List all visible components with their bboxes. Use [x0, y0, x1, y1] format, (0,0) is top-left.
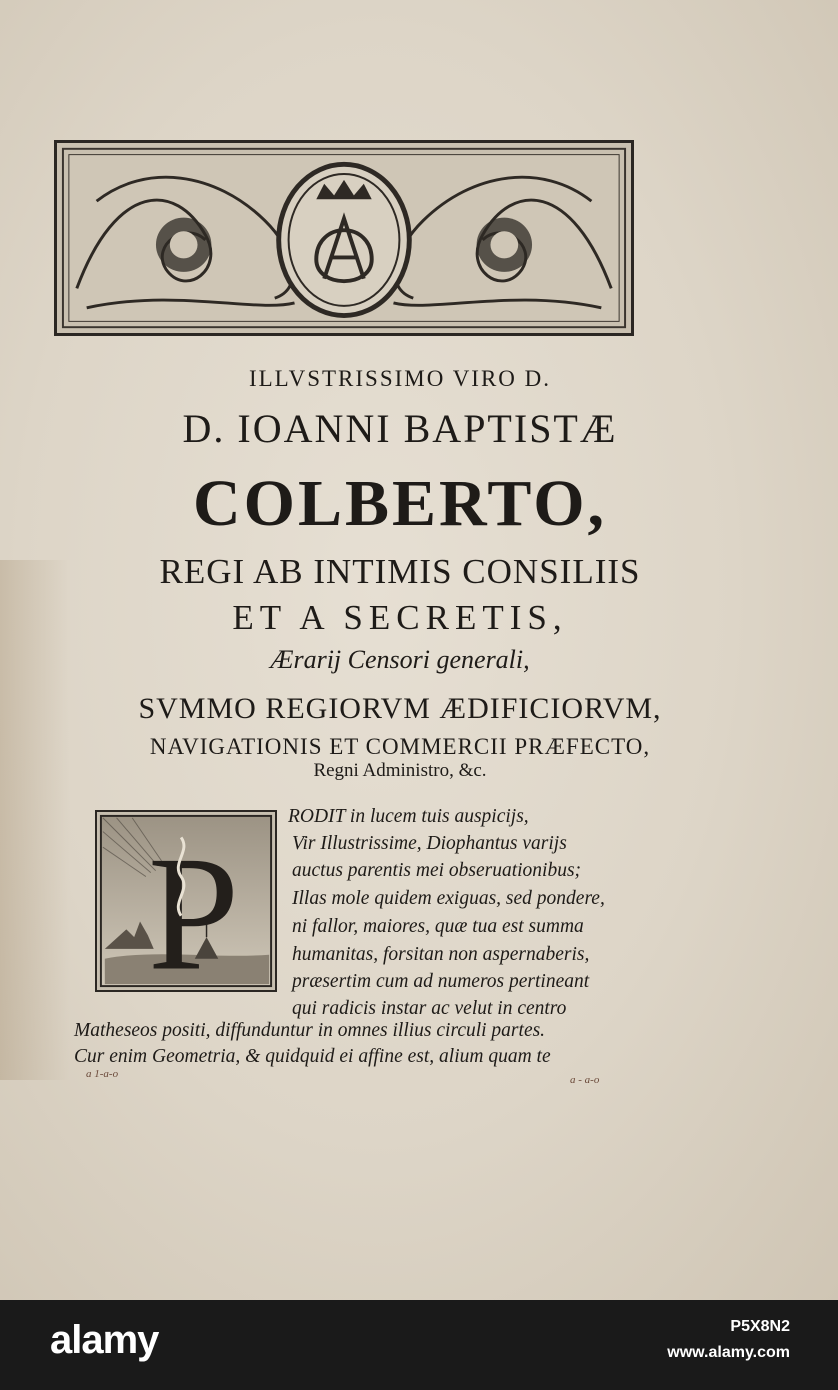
text-line-3: auctus parentis mei obseruationibus;	[292, 860, 582, 881]
dedication-line-6: Ærarij Censori generali,	[270, 645, 530, 674]
text-line-6: humanitas, forsitan non aspernaberis,	[292, 944, 590, 965]
decorated-initial-p-icon	[95, 810, 277, 992]
alamy-logo: alamy	[50, 1318, 159, 1362]
text-line-7: præsertim cum ad numeros pertineant	[292, 971, 590, 992]
text-line-9: Matheseos positi, diffunduntur in omnes illius circuli partes.	[74, 1020, 546, 1041]
text-line-8: qui radicis instar ac velut in centro	[292, 998, 567, 1019]
dedication-line-5: ET A SECRETIS,	[232, 598, 568, 637]
dedication-line-1: ILLVSTRISSIMO VIRO D.	[248, 366, 552, 391]
dedication-name: COLBERTO,	[192, 467, 608, 540]
text-line-5: ni fallor, maiores, quæ tua est summa	[292, 916, 584, 937]
text-line-10: Cur enim Geometria, & quidquid ei affine est, alium quam te	[74, 1046, 551, 1067]
site-url: www.alamy.com	[667, 1344, 790, 1361]
text-line-2: Vir Illustrissime, Diophantus varijs	[292, 833, 567, 854]
signature-mark-right: a - a-o	[570, 1074, 600, 1086]
initial-letter: P	[147, 822, 240, 990]
dedication-line-7: SVMMO REGIORVM ÆDIFICIORVM,	[138, 692, 662, 725]
text-line-4: Illas mole quidem exiguas, sed pondere,	[292, 888, 605, 909]
signature-mark-left: a 1-a-o	[86, 1068, 119, 1080]
dedication-line-4: REGI AB INTIMIS CONSILIIS	[159, 552, 641, 591]
crowned-monogram-icon	[279, 164, 410, 315]
dedication-line-8: NAVIGATIONIS ET COMMERCII PRÆFECTO,	[149, 734, 651, 759]
text-line-1: RODIT in lucem tuis auspicijs,	[288, 806, 529, 827]
image-id: P5X8N2	[730, 1318, 790, 1335]
ornamental-headpiece-icon	[54, 140, 634, 336]
dedication-line-9: Regni Administro, &c.	[313, 760, 487, 781]
page-stain	[0, 560, 70, 1080]
dedication-line-2: D. IOANNI BAPTISTÆ	[182, 406, 618, 451]
